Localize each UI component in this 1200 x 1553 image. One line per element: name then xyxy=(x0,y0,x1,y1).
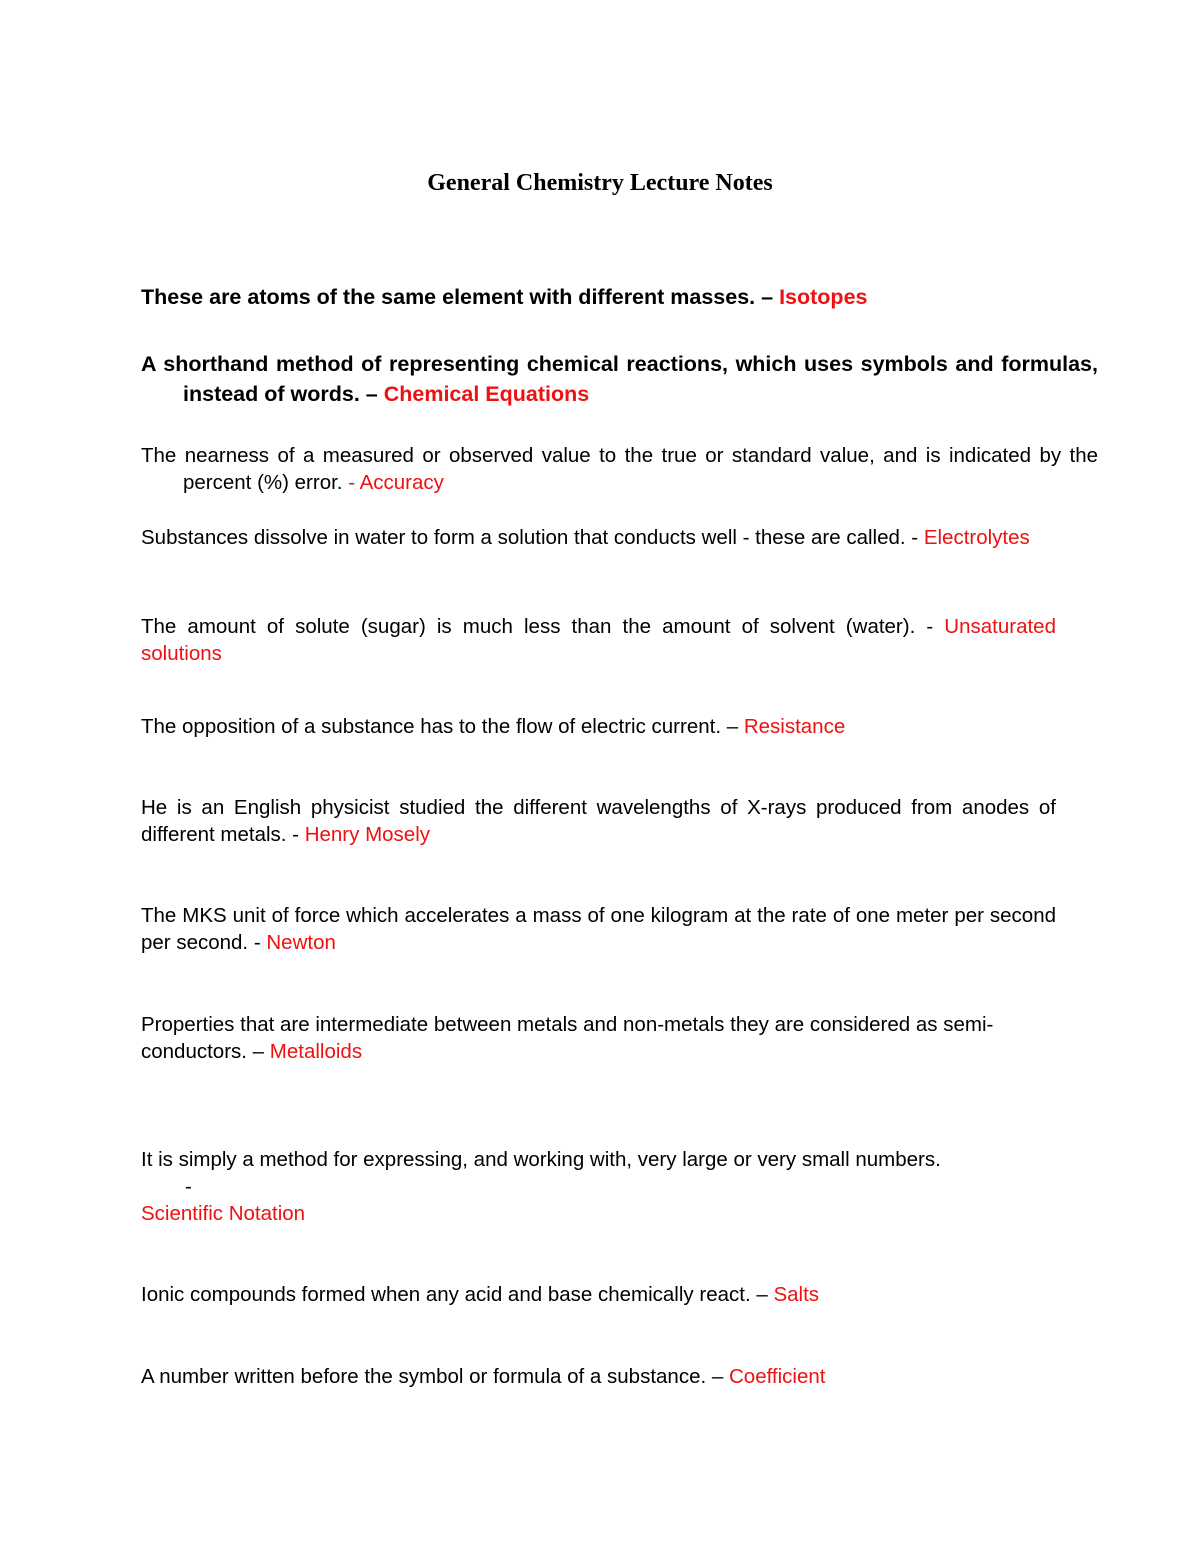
entry-question-line: - xyxy=(185,1175,192,1198)
entry-salts xyxy=(141,1281,1056,1308)
entry-question: Substances dissolve in water to form a solution that conducts well - these are called. - xyxy=(141,526,919,549)
entry-resistance xyxy=(141,713,1056,740)
entry-question: These are atoms of the same element with different masses. – xyxy=(141,285,774,309)
entry-answer: Scientific Notation xyxy=(141,1202,306,1225)
entry-newton xyxy=(141,902,1056,956)
entry-question-line: Properties that are intermediate between metals and non-metals they are considered as semi- xyxy=(141,1013,994,1036)
entry-question: The nearness of a measured or observed value to the true or standard value, and is indicated by the percent (%) error. xyxy=(141,444,1098,494)
entry-unsaturated-solutions xyxy=(141,613,1056,667)
entry-answer: Unsaturated solutions xyxy=(141,615,1056,665)
entry-accuracy xyxy=(141,442,1098,496)
entry-question: A number written before the symbol or formula of a substance. – xyxy=(141,1365,724,1388)
entry-scientific-notation xyxy=(141,1146,1056,1227)
entry-question: The opposition of a substance has to the flow of electric current. – xyxy=(141,715,739,738)
entry-question: A shorthand method of representing chemical reactions, which uses symbols and formulas, instead of words. – xyxy=(141,352,1098,406)
entry-answer: Isotopes xyxy=(779,285,868,309)
entry-question: The amount of solute (sugar) is much less than the amount of solvent (water). - xyxy=(141,615,934,638)
entry-answer: Chemical Equations xyxy=(383,382,590,406)
entry-answer: Electrolytes xyxy=(923,526,1030,549)
entry-answer: - Accuracy xyxy=(348,471,444,494)
entry-henry-mosely xyxy=(141,794,1056,848)
entry-question-line: It is simply a method for expressing, and working with, very large or very small numbers. xyxy=(141,1148,941,1171)
entry-question: The MKS unit of force which accelerates a mass of one kilogram at the rate of one meter per second per second. - xyxy=(141,904,1056,954)
entry-isotopes xyxy=(141,282,1098,312)
entry-question-line: conductors. – xyxy=(141,1040,265,1063)
entry-answer: Resistance xyxy=(743,715,846,738)
entry-answer: Salts xyxy=(773,1283,820,1306)
entry-chemical-equations xyxy=(141,349,1098,409)
entry-coefficient xyxy=(141,1363,1056,1390)
entry-answer: Coefficient xyxy=(728,1365,826,1388)
entry-question: Ionic compounds formed when any acid and base chemically react. – xyxy=(141,1283,768,1306)
entry-answer: Newton xyxy=(266,931,336,954)
entry-answer: Henry Mosely xyxy=(304,823,431,846)
entry-answer: Metalloids xyxy=(269,1040,363,1063)
entry-metalloids xyxy=(141,1011,1056,1065)
entry-electrolytes xyxy=(141,524,1056,551)
page-title: General Chemistry Lecture Notes xyxy=(427,170,773,196)
entry-question: He is an English physicist studied the different wavelengths of X-rays produced from anodes of different metals. - xyxy=(141,796,1056,846)
